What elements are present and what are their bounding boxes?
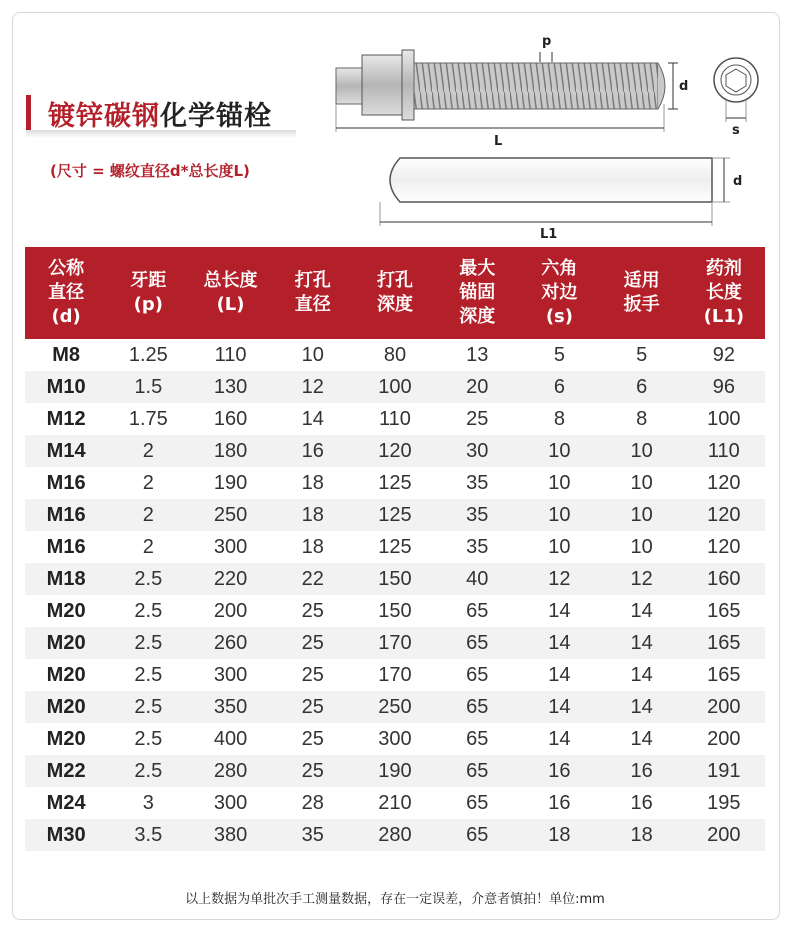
table-cell: 160 (707, 567, 741, 590)
table-cell: 130 (213, 375, 248, 398)
table-cell: 165 (707, 663, 741, 686)
table-cell: 180 (213, 439, 248, 462)
table-cell: 165 (707, 599, 741, 622)
table-cell: 110 (379, 407, 411, 430)
table-cell: 18 (630, 823, 653, 846)
table-cell: 25 (301, 663, 324, 686)
table-cell: 25 (301, 695, 324, 718)
size-cell: M18 (46, 567, 86, 590)
table-cell: 35 (466, 503, 489, 526)
table-cell: 16 (630, 759, 653, 782)
column-header: 药剂 长度 (L1) (703, 258, 745, 327)
table-cell: 200 (707, 695, 741, 718)
table-cell: 80 (383, 343, 407, 366)
table-cell: 10 (548, 439, 571, 462)
table-cell: 16 (548, 791, 571, 814)
table-row (25, 691, 765, 723)
anchor-diagram (0, 0, 790, 245)
table-cell: 10 (630, 503, 653, 526)
table-cell: 14 (630, 631, 653, 654)
column-header: 六角 对边 (s) (541, 258, 578, 327)
table-cell: 18 (548, 823, 571, 846)
footer-note: 以上数据为单批次手工测量数据，存在一定误差，介意者慎拍！单位:mm (185, 892, 605, 907)
table-cell: 20 (466, 375, 489, 398)
table-cell: 200 (213, 599, 248, 622)
table-cell: 110 (707, 439, 740, 462)
table-cell: 35 (466, 471, 489, 494)
size-cell: M20 (46, 727, 86, 750)
table-cell: 16 (301, 439, 324, 462)
table-cell: 125 (378, 503, 412, 526)
table-row (25, 435, 765, 467)
table-cell: 18 (301, 535, 324, 558)
table-cell: 2.5 (134, 599, 163, 622)
table-cell: 2.5 (134, 759, 163, 782)
table-cell: 150 (378, 567, 412, 590)
table-cell: 300 (378, 727, 412, 750)
table-row (25, 339, 765, 371)
table-cell: 250 (378, 695, 412, 718)
size-cell: M20 (46, 663, 86, 686)
table-body (25, 339, 765, 851)
table-cell: 10 (630, 535, 653, 558)
table-cell: 190 (378, 759, 412, 782)
table-row (25, 403, 765, 435)
table-cell: 14 (630, 599, 653, 622)
table-cell: 400 (213, 727, 248, 750)
table-cell: 14 (548, 599, 571, 622)
table-cell: 6 (553, 375, 565, 398)
size-cell: M16 (46, 503, 86, 526)
resin-capsule-drawing (390, 158, 712, 202)
table-cell: 170 (378, 631, 412, 654)
table-cell: 16 (630, 791, 653, 814)
table-cell: 25 (466, 407, 489, 430)
table-row (25, 755, 765, 787)
table-cell: 13 (466, 343, 489, 366)
table-row (25, 723, 765, 755)
size-cell: M12 (46, 407, 86, 430)
table-row (25, 371, 765, 403)
table-cell: 210 (378, 791, 412, 814)
table-cell: 120 (707, 535, 741, 558)
table-row (25, 595, 765, 627)
table-cell: 300 (213, 663, 248, 686)
table-cell: 2.5 (134, 567, 163, 590)
hex-size-label: s (732, 123, 740, 138)
hex-end-view (714, 58, 758, 102)
capsule-length-label: L1 (540, 227, 558, 242)
table-cell: 25 (301, 727, 324, 750)
table-cell: 10 (548, 471, 571, 494)
table-cell: 96 (712, 375, 735, 398)
table-cell: 5 (636, 343, 648, 366)
table-cell: 8 (636, 407, 648, 430)
table-cell: 195 (707, 791, 741, 814)
table-cell: 18 (301, 471, 324, 494)
table-cell: 125 (378, 471, 412, 494)
table-cell: 300 (213, 535, 248, 558)
table-cell: 16 (548, 759, 571, 782)
size-cell: M16 (46, 535, 86, 558)
spec-table (25, 247, 765, 851)
table-cell: 191 (707, 759, 741, 782)
table-row (25, 531, 765, 563)
table-cell: 220 (213, 567, 248, 590)
table-cell: 200 (707, 823, 741, 846)
length-label: L (494, 134, 503, 149)
table-cell: 14 (630, 663, 653, 686)
table-cell: 18 (301, 503, 324, 526)
column-header: 牙距 (p) (130, 270, 167, 315)
table-cell: 350 (213, 695, 248, 718)
table-cell: 100 (707, 407, 741, 430)
table-cell: 120 (707, 471, 741, 494)
size-cell: M24 (46, 791, 86, 814)
table-cell: 2.5 (134, 695, 163, 718)
table-cell: 125 (378, 535, 412, 558)
title-dark-part: 化学锚栓 (160, 100, 272, 132)
table-cell: 2 (142, 503, 154, 526)
diameter-label: d (679, 79, 689, 94)
table-cell: 3 (142, 791, 154, 814)
table-cell: 65 (466, 663, 489, 686)
table-cell: 14 (548, 631, 571, 654)
table-cell: 14 (630, 695, 653, 718)
table-row (25, 819, 765, 851)
table-cell: 1.25 (128, 343, 168, 366)
table-cell: 165 (707, 631, 741, 654)
table-cell: 22 (301, 567, 324, 590)
table-cell: 2 (142, 471, 154, 494)
table-cell: 8 (553, 407, 565, 430)
table-cell: 65 (466, 727, 489, 750)
size-cell: M16 (46, 471, 86, 494)
size-cell: M10 (46, 375, 86, 398)
table-header (25, 247, 765, 339)
table-cell: 14 (548, 663, 571, 686)
table-cell: 25 (301, 759, 324, 782)
table-cell: 10 (548, 535, 571, 558)
table-cell: 40 (466, 567, 489, 590)
table-row (25, 467, 765, 499)
table-cell: 92 (712, 343, 735, 366)
table-cell: 10 (548, 503, 571, 526)
table-cell: 300 (213, 791, 248, 814)
table-cell: 5 (553, 343, 565, 366)
table-cell: 65 (466, 823, 489, 846)
column-header: 最大 锚固 深度 (459, 258, 496, 327)
table-cell: 12 (301, 375, 324, 398)
table-cell: 120 (707, 503, 741, 526)
table-cell: 14 (548, 695, 571, 718)
column-header: 打孔 深度 (376, 270, 413, 315)
size-note: (尺寸 = 螺纹直径d*总长度L) (50, 162, 250, 180)
table-cell: 1.5 (134, 375, 163, 398)
table-cell: 10 (301, 343, 324, 366)
table-cell: 65 (466, 599, 489, 622)
table-cell: 160 (213, 407, 248, 430)
table-row (25, 787, 765, 819)
table-cell: 10 (630, 471, 653, 494)
table-cell: 65 (466, 759, 489, 782)
table-row (25, 659, 765, 691)
table-cell: 65 (466, 791, 489, 814)
table-cell: 65 (466, 695, 489, 718)
size-cell: M20 (46, 599, 86, 622)
size-cell: M20 (46, 631, 86, 654)
table-cell: 2.5 (134, 727, 163, 750)
table-row (25, 563, 765, 595)
size-cell: M14 (46, 439, 86, 462)
table-row (25, 627, 765, 659)
table-cell: 110 (214, 343, 247, 366)
table-cell: 35 (466, 535, 489, 558)
size-cell: M30 (46, 823, 86, 846)
table-cell: 280 (213, 759, 248, 782)
pitch-label: p (542, 34, 552, 49)
table-cell: 65 (466, 631, 489, 654)
size-cell: M22 (46, 759, 86, 782)
table-cell: 170 (378, 663, 412, 686)
table-cell: 280 (378, 823, 412, 846)
table-cell: 190 (213, 471, 248, 494)
table-cell: 14 (548, 727, 571, 750)
anchor-rod-drawing (336, 50, 665, 120)
table-cell: 120 (378, 439, 412, 462)
table-cell: 10 (630, 439, 653, 462)
table-cell: 2 (142, 535, 154, 558)
table-cell: 30 (466, 439, 489, 462)
table-row (25, 499, 765, 531)
table-cell: 380 (213, 823, 248, 846)
table-cell: 200 (707, 727, 741, 750)
column-header: 打孔 直径 (294, 270, 331, 315)
table-cell: 14 (301, 407, 324, 430)
capsule-diameter-label: d (733, 174, 743, 189)
table-cell: 14 (630, 727, 653, 750)
size-cell: M8 (52, 343, 80, 366)
column-header: 适用 扳手 (623, 270, 660, 315)
table-cell: 6 (636, 375, 648, 398)
table-cell: 28 (301, 791, 324, 814)
table-cell: 12 (548, 567, 571, 590)
table-cell: 35 (301, 823, 324, 846)
column-header: 总长度 (L) (203, 270, 258, 315)
table-cell: 2 (142, 439, 154, 462)
size-cell: M20 (46, 695, 86, 718)
table-cell: 25 (301, 631, 324, 654)
table-cell: 2.5 (134, 663, 163, 686)
table-cell: 100 (378, 375, 412, 398)
table-cell: 12 (630, 567, 653, 590)
table-cell: 25 (301, 599, 324, 622)
table-cell: 3.5 (134, 823, 163, 846)
table-cell: 150 (378, 599, 412, 622)
column-header: 公称 直径 (d) (48, 258, 85, 327)
table-cell: 1.75 (128, 407, 168, 430)
table-cell: 2.5 (134, 631, 163, 654)
title-red-part: 镀锌碳钢 (48, 100, 160, 132)
table-cell: 260 (213, 631, 248, 654)
table-cell: 250 (213, 503, 248, 526)
